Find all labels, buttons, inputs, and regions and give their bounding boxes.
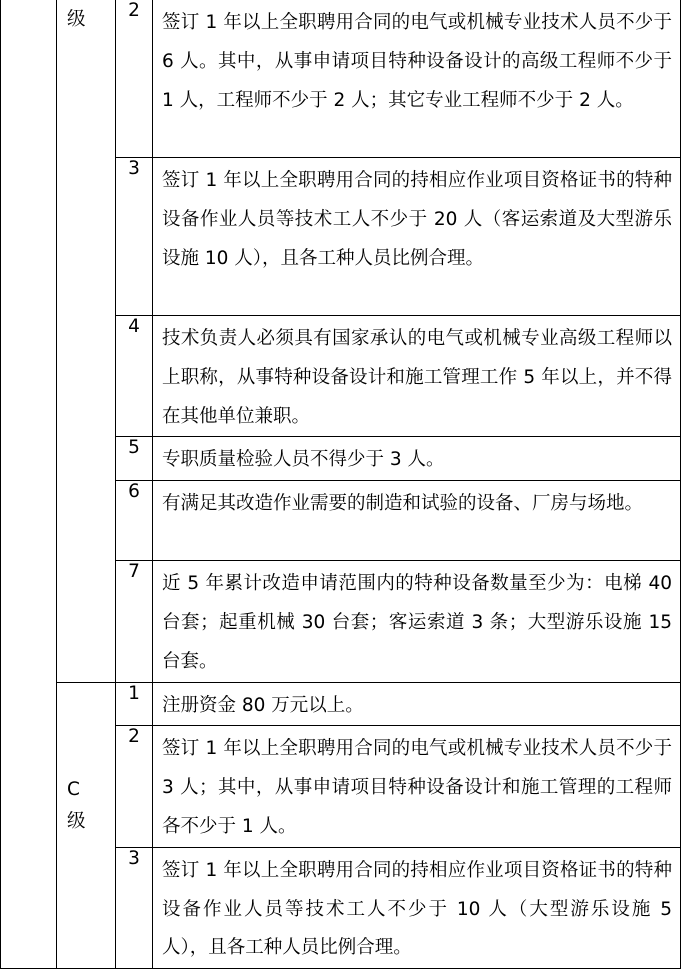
grade-c-label: 级 [67,811,86,833]
item-text: 签订 1 年以上全职聘用合同的电气或机械专业技术人员不少于 6 人。其中，从事申请项目特种设备设计的高级工程师不少于 1 人，工程师不少于 2 人；其它专业工程师不少于 2 人。 [153,0,681,158]
item-number: 3 [116,158,153,316]
item-text: 专职质量检验人员不得少于 3 人。 [153,437,681,481]
item-number: 1 [116,682,153,726]
item-text: 有满足其改造作业需要的制造和试验的设备、厂房与场地。 [153,481,681,561]
item-number: 2 [116,0,153,158]
item-text: 签订 1 年以上全职聘用合同的电气或机械专业技术人员不少于 3 人；其中，从事申请项目特种设备设计和施工管理的工程师各不少于 1 人。 [153,726,681,847]
item-text: 注册资金 80 万元以上。 [153,682,681,726]
item-number: 5 [116,437,153,481]
grade-c-letter: C [67,779,80,801]
item-number: 7 [116,561,153,682]
grade-c-cell [57,682,116,969]
item-number: 6 [116,481,153,561]
item-number: 2 [116,726,153,847]
item-number: 4 [116,316,153,437]
item-text: 近 5 年累计改造申请范围内的特种设备数量至少为：电梯 40 台套；起重机械 30 台套；客运索道 3 条；大型游乐设施 15 台套。 [153,561,681,682]
item-text: 签订 1 年以上全职聘用合同的持相应作业项目资格证书的特种设备作业人员等技术工人不少于 20 人（客运索道及大型游乐设施 10 人），且各工种人员比例合理。 [153,158,681,316]
grade-b-cell [57,0,116,682]
item-text: 签订 1 年以上全职聘用合同的持相应作业项目资格证书的特种设备作业人员等技术工人不少于 10 人（大型游乐设施 5 人），且各工种人员比例合理。 [153,847,681,968]
table-row [1,682,681,726]
category-cell [1,0,57,969]
item-number: 3 [116,847,153,968]
grade-b-label: 级 [67,9,86,30]
table-row [1,0,681,158]
item-text: 技术负责人必须具有国家承认的电气或机械专业高级工程师以上职称，从事特种设备设计和施工管理工作 5 年以上，并不得在其他单位兼职。 [153,316,681,437]
